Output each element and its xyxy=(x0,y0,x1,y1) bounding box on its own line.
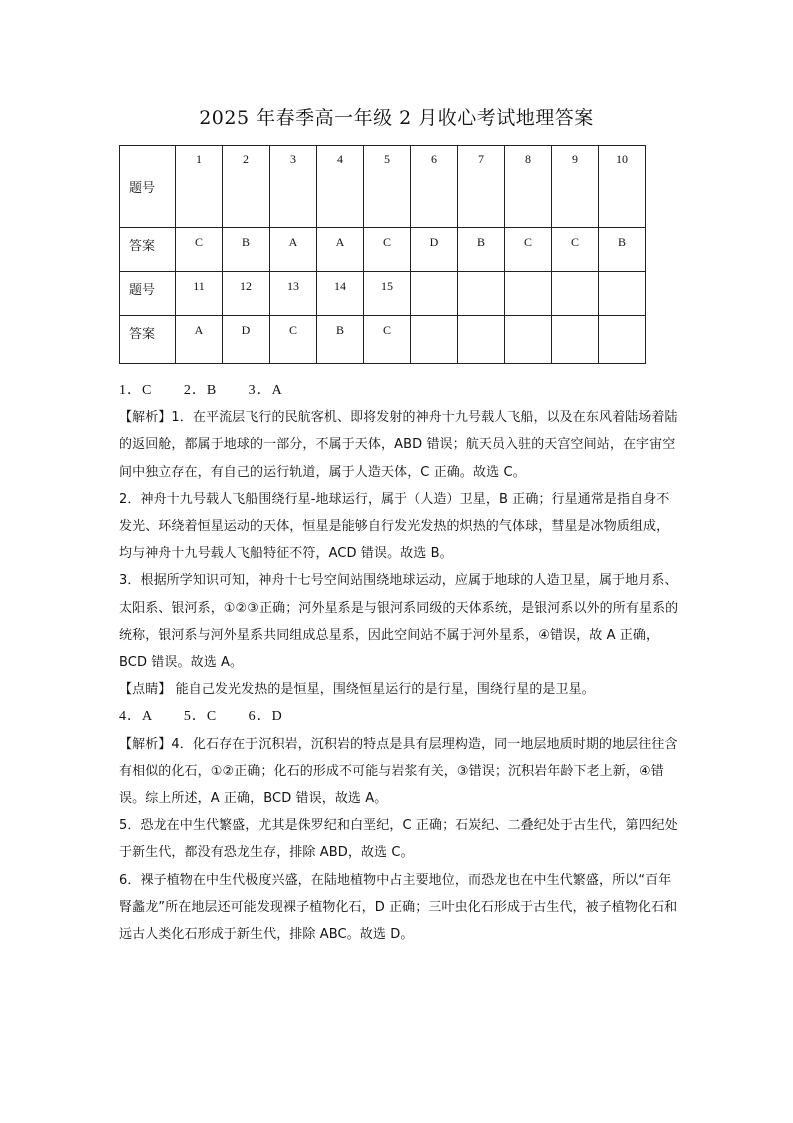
question-number: 5 xyxy=(364,146,411,228)
answer-cell: A xyxy=(176,316,223,364)
answer-cell: C xyxy=(364,228,411,272)
analysis-paragraph: 3．根据所学知识可知，神舟十七号空间站围绕地球运动，应属于地球的人造卫星，属于地月系、太阳系、银河系，①②③正确；河外星系是与银河系同级的天体系统，是银河系以外的所有星系的统称，银河系与河外星系共同组成总星系，因此空间站不属于河外星系，④错误，故 A 正确，BCD 错误。故选 A。 xyxy=(119,573,679,671)
answer-cell: B xyxy=(317,316,364,364)
question-number: 9 xyxy=(552,146,599,228)
question-number: 4 xyxy=(317,146,364,228)
analysis-paragraph: 5．恐龙在中生代繁盛，尤其是侏罗纪和白垩纪，C 正确；石炭纪、二叠纪处于古生代，第四纪处于新生代，都没有恐龙生存，排除 ABD，故选 C。 xyxy=(119,818,678,861)
question-number: 11 xyxy=(176,272,223,316)
header-label: 题号 xyxy=(120,272,176,316)
explanation-body xyxy=(119,377,679,948)
analysis-paragraph: 【解析】4．化石存在于沉积岩，沉积岩的特点是具有层理构造，同一地层地质时期的地层往往含有相似的化石，①②正确；化石的形成不可能与岩浆有关，③错误；沉积岩年龄下老上新，④错误。综上所述，A 正确，BCD 错误，故选 A。 xyxy=(119,736,678,807)
empty-cell xyxy=(458,316,505,364)
answer-label: 答案 xyxy=(120,228,176,272)
empty-cell xyxy=(411,316,458,364)
answer-cell: D xyxy=(223,316,270,364)
empty-cell xyxy=(552,272,599,316)
answer-cell: A xyxy=(270,228,317,272)
question-number: 8 xyxy=(505,146,552,228)
empty-cell xyxy=(458,272,505,316)
key-point-paragraph: 【点睛】 能自己发光发热的是恒星，围绕恒星运行的是行星，围绕行星的是卫星。 xyxy=(119,682,595,698)
question-number: 14 xyxy=(317,272,364,316)
answer-label: 答案 xyxy=(120,316,176,364)
question-number: 15 xyxy=(364,272,411,316)
answer-cell: B xyxy=(458,228,505,272)
table-row xyxy=(120,228,646,272)
empty-cell xyxy=(599,272,646,316)
answer-summary-1-3: 1．C 2．B 3．A xyxy=(119,383,283,398)
question-number: 13 xyxy=(270,272,317,316)
question-number: 3 xyxy=(270,146,317,228)
answer-table xyxy=(119,145,646,364)
question-number: 2 xyxy=(223,146,270,228)
answer-summary-4-6: 4．A 5．C 6．D xyxy=(119,709,283,725)
question-number: 6 xyxy=(411,146,458,228)
answer-cell: A xyxy=(317,228,364,272)
question-number: 7 xyxy=(458,146,505,228)
answer-cell: B xyxy=(599,228,646,272)
answer-cell: C xyxy=(270,316,317,364)
answer-cell: C xyxy=(176,228,223,272)
answer-cell: C xyxy=(364,316,411,364)
table-row xyxy=(120,316,646,364)
page-title: 2025 年春季高一年级 2 月收心考试地理答案 xyxy=(199,107,594,129)
answer-cell: B xyxy=(223,228,270,272)
answer-cell: C xyxy=(552,228,599,272)
analysis-paragraph: 2．神舟十九号载人飞船围绕行星-地球运行，属于（人造）卫星，B 正确；行星通常是指自身不发光、环绕着恒星运动的天体，恒星是能够自行发光发热的炽热的气体球，彗星是冰物质组成，均与神舟十九号载人飞船特征不符，ACD 错误。故选 B。 xyxy=(119,491,670,562)
empty-cell xyxy=(552,316,599,364)
table-row xyxy=(120,146,646,228)
question-number: 10 xyxy=(599,146,646,228)
header-label: 题号 xyxy=(120,146,176,228)
analysis-paragraph: 【解析】1．在平流层飞行的民航客机、即将发射的神舟十九号载人飞船，以及在东风着陆场着陆的返回舱，都属于地球的一部分，不属于天体，ABD 错误；航天员入驻的天宫空间站，在宇宙空间中独立存在，有自己的运行轨道，属于人造天体，C 正确。故选 C。 xyxy=(119,410,678,480)
empty-cell xyxy=(411,272,458,316)
answer-cell: C xyxy=(505,228,552,272)
empty-cell xyxy=(505,316,552,364)
table-row xyxy=(120,272,646,316)
analysis-paragraph: 6．裸子植物在中生代极度兴盛，在陆地植物中占主要地位，而恐龙也在中生代繁盛，所以“百年腎蠡龙”所在地层还可能发现裸子植物化石，D 正确；三叶虫化石形成于古生代，被子植物化石和远古人类化石形成于新生代，排除 ABC。故选 D。 xyxy=(119,872,678,943)
empty-cell xyxy=(505,272,552,316)
empty-cell xyxy=(599,316,646,364)
question-number: 12 xyxy=(223,272,270,316)
question-number: 1 xyxy=(176,146,223,228)
answer-cell: D xyxy=(411,228,458,272)
